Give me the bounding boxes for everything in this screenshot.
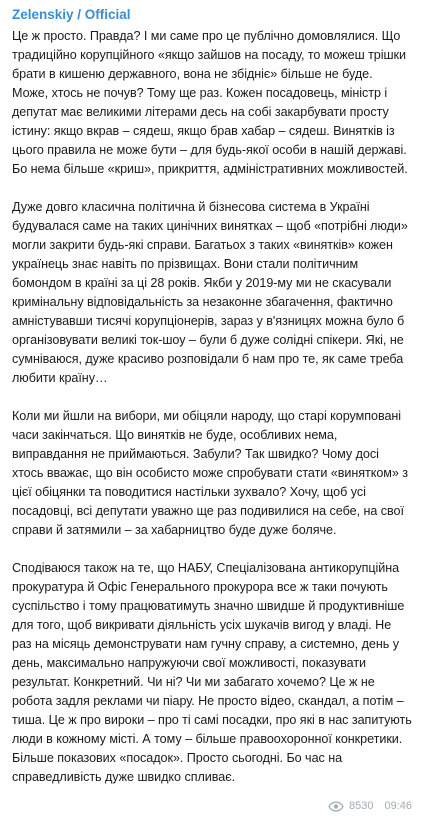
channel-name[interactable]: Zelenskiy / Official	[12, 7, 131, 22]
message-paragraph: Це ж просто. Правда? І ми саме про це публічно домовлялися. Що традиційно корупційного «якщо зайшов на посаду, то можеш трішки брати в кишеню державного, вона не збідніє» більше не буде. Може, хтось не почув? Тому ще раз. Кожен посадовець, міністр і депутат має великими літерами десь на собі закарбувати просту істину: якщо вкрав – сядеш, якщо брав хабар – сядеш. Винятків із цього правила не може бути – для будь-якої особи в нашій державі. Бо нема більше «криш», прикриття, адміністративних можливостей.	[12, 29, 408, 176]
message-time: 09:46	[384, 800, 412, 812]
message-meta	[324, 799, 412, 813]
message-paragraph: Коли ми йшли на вибори, ми обіцяли народу, що старі корумповані часи закінчаться. Що винятків не буде, особливих нема, виправдання не приймаються. Забули? Так швидко? Чому досі хтось вважає, що він особисто може спробувати стати «винятком» з цієї обіцянки та поводитися настільки зухвало? Хочу, щоб усі посадовці, всі депутати уважно ще раз подивилися на себе, на свої справи й затямили – за хабарництво буде дуже боляче.	[12, 409, 409, 537]
message-paragraph: Сподіваюся також на те, що НАБУ, Спеціалізована антикорупційна прокуратура й Офіс Генерального прокурора все ж таки почують суспільство і тому працюватимуть значно швидше й продуктивніше для того, щоб викривати діяльність усіх шукачів вигод у владі. Не раз на місяць демонструвати нам гучну справу, а системно, день у день, максимально напружуючи свої можливості, показувати результат. Конкретний. Чи ні? Чи ми забагато хочемо? Це ж не робота задля реклами чи піару. Не просто відео, скандал, а потім – тиша. Це ж про вироки – про ті самі посадки, про які в нас запитують люди в кожному місті. А тому – більше правоохоронної конкретики. Більше показових «посадок». Просто сьогодні. Бо час на справедливість дуже швидко спливає.	[12, 561, 412, 784]
view-count: 8530	[348, 800, 374, 812]
eye-icon	[328, 801, 344, 812]
message-text	[12, 27, 412, 787]
message-paragraph: Дуже довго класична політична й бізнесова система в Україні будувалася саме на таких цинічних винятках – щоб «потрібні люди» могли закрити будь-які справи. Багатьох з таких «винятків» кожен українець знає навіть по прізвищах. Вони стали політичним бомондом в країні за ці 28 років. Якби у 2019-му ми не скасували кримінальну відповідальність за незаконне збагачення, фактично амністувавши тисячі корупціонерів, зараз у в'язницях можна було б організовувати великі ток-шоу – були б дуже солідні спікери. Які, не сумніваюся, дуже красиво розповідали б нам про те, як саме треба любити країну…	[12, 200, 408, 385]
